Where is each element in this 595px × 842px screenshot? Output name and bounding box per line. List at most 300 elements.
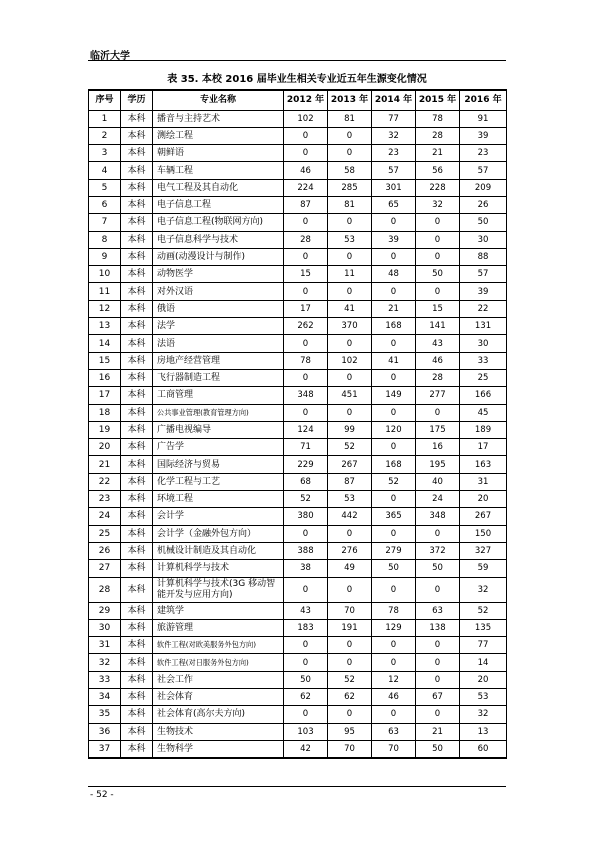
degree-cell: 本科 bbox=[121, 491, 153, 508]
year-count-cell: 0 bbox=[328, 145, 372, 162]
year-count-cell: 52 bbox=[372, 473, 416, 490]
year-count-cell: 78 bbox=[372, 602, 416, 619]
year-count-cell: 38 bbox=[284, 560, 328, 577]
year-count-cell: 91 bbox=[460, 110, 507, 127]
year-count-cell: 0 bbox=[328, 214, 372, 231]
year-count-cell: 52 bbox=[328, 439, 372, 456]
table-row bbox=[89, 266, 507, 283]
year-count-cell: 0 bbox=[284, 369, 328, 386]
year-count-cell: 168 bbox=[372, 318, 416, 335]
year-count-cell: 70 bbox=[328, 602, 372, 619]
degree-cell: 本科 bbox=[121, 214, 153, 231]
year-count-cell: 81 bbox=[328, 196, 372, 213]
major-name-cell: 工商管理 bbox=[153, 387, 284, 404]
year-count-cell: 88 bbox=[460, 248, 507, 265]
table-row bbox=[89, 602, 507, 619]
year-count-cell: 0 bbox=[328, 283, 372, 300]
year-count-cell: 26 bbox=[460, 196, 507, 213]
degree-cell: 本科 bbox=[121, 689, 153, 706]
degree-cell: 本科 bbox=[121, 637, 153, 654]
year-count-cell: 0 bbox=[372, 439, 416, 456]
year-count-cell: 451 bbox=[328, 387, 372, 404]
row-index-cell: 28 bbox=[89, 577, 121, 602]
year-count-cell: 15 bbox=[416, 300, 460, 317]
degree-cell: 本科 bbox=[121, 456, 153, 473]
table-row bbox=[89, 110, 507, 127]
footer-divider bbox=[88, 786, 506, 787]
table-row bbox=[89, 671, 507, 688]
table-row bbox=[89, 740, 507, 758]
year-count-cell: 31 bbox=[460, 473, 507, 490]
year-count-cell: 267 bbox=[328, 456, 372, 473]
row-index-cell: 8 bbox=[89, 231, 121, 248]
row-index-cell: 16 bbox=[89, 369, 121, 386]
major-name-cell: 机械设计制造及其自动化 bbox=[153, 542, 284, 559]
row-index-cell: 9 bbox=[89, 248, 121, 265]
degree-cell: 本科 bbox=[121, 508, 153, 525]
year-count-cell: 0 bbox=[416, 671, 460, 688]
column-header: 专业名称 bbox=[153, 90, 284, 110]
major-name-cell: 国际经济与贸易 bbox=[153, 456, 284, 473]
row-index-cell: 12 bbox=[89, 300, 121, 317]
year-count-cell: 279 bbox=[372, 542, 416, 559]
table-row bbox=[89, 162, 507, 179]
year-count-cell: 150 bbox=[460, 525, 507, 542]
row-index-cell: 13 bbox=[89, 318, 121, 335]
year-count-cell: 30 bbox=[460, 335, 507, 352]
year-count-cell: 149 bbox=[372, 387, 416, 404]
year-count-cell: 57 bbox=[460, 266, 507, 283]
year-count-cell: 49 bbox=[328, 560, 372, 577]
row-index-cell: 17 bbox=[89, 387, 121, 404]
table-body bbox=[89, 110, 507, 758]
year-count-cell: 30 bbox=[460, 231, 507, 248]
year-count-cell: 0 bbox=[328, 577, 372, 602]
year-count-cell: 43 bbox=[416, 335, 460, 352]
year-count-cell: 21 bbox=[416, 145, 460, 162]
year-count-cell: 70 bbox=[328, 740, 372, 758]
row-index-cell: 29 bbox=[89, 602, 121, 619]
row-index-cell: 36 bbox=[89, 723, 121, 740]
year-count-cell: 65 bbox=[372, 196, 416, 213]
degree-cell: 本科 bbox=[121, 179, 153, 196]
year-count-cell: 39 bbox=[460, 283, 507, 300]
major-name-cell: 法语 bbox=[153, 335, 284, 352]
year-count-cell: 24 bbox=[416, 491, 460, 508]
major-name-cell: 广告学 bbox=[153, 439, 284, 456]
year-count-cell: 39 bbox=[460, 127, 507, 144]
year-count-cell: 191 bbox=[328, 619, 372, 636]
major-name-cell: 软件工程(对日服务外包方向) bbox=[153, 654, 284, 671]
year-count-cell: 63 bbox=[416, 602, 460, 619]
year-count-cell: 0 bbox=[416, 231, 460, 248]
year-count-cell: 0 bbox=[416, 706, 460, 723]
header-divider bbox=[88, 60, 506, 61]
degree-cell: 本科 bbox=[121, 266, 153, 283]
year-count-cell: 87 bbox=[284, 196, 328, 213]
year-count-cell: 276 bbox=[328, 542, 372, 559]
year-count-cell: 32 bbox=[416, 196, 460, 213]
year-count-cell: 0 bbox=[416, 637, 460, 654]
year-count-cell: 17 bbox=[460, 439, 507, 456]
year-count-cell: 370 bbox=[328, 318, 372, 335]
year-count-cell: 0 bbox=[416, 654, 460, 671]
year-count-cell: 39 bbox=[372, 231, 416, 248]
row-index-cell: 32 bbox=[89, 654, 121, 671]
year-count-cell: 388 bbox=[284, 542, 328, 559]
year-count-cell: 365 bbox=[372, 508, 416, 525]
year-count-cell: 14 bbox=[460, 654, 507, 671]
table-row bbox=[89, 127, 507, 144]
year-count-cell: 46 bbox=[372, 689, 416, 706]
year-count-cell: 138 bbox=[416, 619, 460, 636]
column-header: 2016 年 bbox=[460, 90, 507, 110]
major-name-cell: 房地产经营管理 bbox=[153, 352, 284, 369]
year-count-cell: 52 bbox=[328, 671, 372, 688]
year-count-cell: 62 bbox=[328, 689, 372, 706]
year-count-cell: 163 bbox=[460, 456, 507, 473]
major-name-cell: 广播电视编导 bbox=[153, 421, 284, 438]
row-index-cell: 6 bbox=[89, 196, 121, 213]
year-count-cell: 0 bbox=[372, 525, 416, 542]
year-count-cell: 124 bbox=[284, 421, 328, 438]
year-count-cell: 28 bbox=[416, 127, 460, 144]
row-index-cell: 24 bbox=[89, 508, 121, 525]
year-count-cell: 78 bbox=[284, 352, 328, 369]
year-count-cell: 135 bbox=[460, 619, 507, 636]
year-count-cell: 78 bbox=[416, 110, 460, 127]
table-row bbox=[89, 300, 507, 317]
degree-cell: 本科 bbox=[121, 248, 153, 265]
year-count-cell: 0 bbox=[372, 369, 416, 386]
year-count-cell: 50 bbox=[460, 214, 507, 231]
table-row bbox=[89, 387, 507, 404]
year-count-cell: 0 bbox=[416, 283, 460, 300]
degree-cell: 本科 bbox=[121, 300, 153, 317]
year-count-cell: 59 bbox=[460, 560, 507, 577]
year-count-cell: 23 bbox=[372, 145, 416, 162]
year-count-cell: 102 bbox=[284, 110, 328, 127]
year-count-cell: 22 bbox=[460, 300, 507, 317]
degree-cell: 本科 bbox=[121, 196, 153, 213]
year-count-cell: 81 bbox=[328, 110, 372, 127]
year-count-cell: 442 bbox=[328, 508, 372, 525]
column-header: 2013 年 bbox=[328, 90, 372, 110]
year-count-cell: 0 bbox=[328, 637, 372, 654]
row-index-cell: 21 bbox=[89, 456, 121, 473]
year-count-cell: 70 bbox=[372, 740, 416, 758]
year-count-cell: 0 bbox=[284, 145, 328, 162]
degree-cell: 本科 bbox=[121, 619, 153, 636]
table-row bbox=[89, 619, 507, 636]
row-index-cell: 1 bbox=[89, 110, 121, 127]
table-row bbox=[89, 508, 507, 525]
year-count-cell: 0 bbox=[372, 404, 416, 421]
year-count-cell: 224 bbox=[284, 179, 328, 196]
year-count-cell: 0 bbox=[284, 248, 328, 265]
year-count-cell: 0 bbox=[372, 637, 416, 654]
year-count-cell: 0 bbox=[284, 335, 328, 352]
year-count-cell: 32 bbox=[460, 577, 507, 602]
degree-cell: 本科 bbox=[121, 706, 153, 723]
year-count-cell: 20 bbox=[460, 491, 507, 508]
year-count-cell: 33 bbox=[460, 352, 507, 369]
row-index-cell: 14 bbox=[89, 335, 121, 352]
year-count-cell: 267 bbox=[460, 508, 507, 525]
year-count-cell: 277 bbox=[416, 387, 460, 404]
column-header: 2014 年 bbox=[372, 90, 416, 110]
year-count-cell: 175 bbox=[416, 421, 460, 438]
row-index-cell: 25 bbox=[89, 525, 121, 542]
table-row bbox=[89, 637, 507, 654]
degree-cell: 本科 bbox=[121, 525, 153, 542]
year-count-cell: 46 bbox=[416, 352, 460, 369]
major-name-cell: 电子信息工程(物联网方向) bbox=[153, 214, 284, 231]
table-row bbox=[89, 335, 507, 352]
year-count-cell: 0 bbox=[372, 706, 416, 723]
year-count-cell: 53 bbox=[328, 231, 372, 248]
row-index-cell: 10 bbox=[89, 266, 121, 283]
year-count-cell: 262 bbox=[284, 318, 328, 335]
major-name-cell: 社会工作 bbox=[153, 671, 284, 688]
year-count-cell: 195 bbox=[416, 456, 460, 473]
table-row bbox=[89, 654, 507, 671]
major-name-cell: 软件工程(对欧美服务外包方向) bbox=[153, 637, 284, 654]
table-row bbox=[89, 689, 507, 706]
major-name-cell: 会计学 bbox=[153, 508, 284, 525]
table-title: 表 35. 本校 2016 届毕业生相关专业近五年生源变化情况 bbox=[167, 74, 427, 85]
table-row bbox=[89, 542, 507, 559]
year-count-cell: 45 bbox=[460, 404, 507, 421]
year-count-cell: 0 bbox=[328, 248, 372, 265]
row-index-cell: 31 bbox=[89, 637, 121, 654]
table-row bbox=[89, 421, 507, 438]
major-name-cell: 公共事业管理(教育管理方向) bbox=[153, 404, 284, 421]
major-name-cell: 会计学（金融外包方向） bbox=[153, 525, 284, 542]
year-count-cell: 348 bbox=[416, 508, 460, 525]
year-count-cell: 58 bbox=[328, 162, 372, 179]
year-count-cell: 0 bbox=[284, 654, 328, 671]
year-count-cell: 50 bbox=[284, 671, 328, 688]
year-count-cell: 0 bbox=[328, 127, 372, 144]
degree-cell: 本科 bbox=[121, 740, 153, 758]
year-count-cell: 62 bbox=[284, 689, 328, 706]
enrollment-table bbox=[88, 89, 507, 759]
degree-cell: 本科 bbox=[121, 542, 153, 559]
degree-cell: 本科 bbox=[121, 577, 153, 602]
table-row bbox=[89, 706, 507, 723]
row-index-cell: 30 bbox=[89, 619, 121, 636]
table-row bbox=[89, 473, 507, 490]
year-count-cell: 129 bbox=[372, 619, 416, 636]
table-row bbox=[89, 248, 507, 265]
major-name-cell: 俄语 bbox=[153, 300, 284, 317]
degree-cell: 本科 bbox=[121, 127, 153, 144]
major-name-cell: 动物医学 bbox=[153, 266, 284, 283]
year-count-cell: 0 bbox=[284, 127, 328, 144]
year-count-cell: 0 bbox=[284, 637, 328, 654]
degree-cell: 本科 bbox=[121, 162, 153, 179]
column-header: 序号 bbox=[89, 90, 121, 110]
year-count-cell: 32 bbox=[460, 706, 507, 723]
year-count-cell: 0 bbox=[372, 248, 416, 265]
table-row bbox=[89, 283, 507, 300]
table-row bbox=[89, 214, 507, 231]
year-count-cell: 380 bbox=[284, 508, 328, 525]
major-name-cell: 车辆工程 bbox=[153, 162, 284, 179]
degree-cell: 本科 bbox=[121, 145, 153, 162]
table-row bbox=[89, 439, 507, 456]
year-count-cell: 16 bbox=[416, 439, 460, 456]
year-count-cell: 0 bbox=[416, 404, 460, 421]
major-name-cell: 电气工程及其自动化 bbox=[153, 179, 284, 196]
degree-cell: 本科 bbox=[121, 283, 153, 300]
degree-cell: 本科 bbox=[121, 369, 153, 386]
year-count-cell: 63 bbox=[372, 723, 416, 740]
table-row bbox=[89, 456, 507, 473]
year-count-cell: 0 bbox=[284, 577, 328, 602]
degree-cell: 本科 bbox=[121, 473, 153, 490]
degree-cell: 本科 bbox=[121, 335, 153, 352]
degree-cell: 本科 bbox=[121, 387, 153, 404]
year-count-cell: 0 bbox=[284, 525, 328, 542]
row-index-cell: 3 bbox=[89, 145, 121, 162]
row-index-cell: 27 bbox=[89, 560, 121, 577]
year-count-cell: 183 bbox=[284, 619, 328, 636]
year-count-cell: 71 bbox=[284, 439, 328, 456]
year-count-cell: 0 bbox=[328, 335, 372, 352]
year-count-cell: 285 bbox=[328, 179, 372, 196]
year-count-cell: 40 bbox=[416, 473, 460, 490]
degree-cell: 本科 bbox=[121, 671, 153, 688]
degree-cell: 本科 bbox=[121, 404, 153, 421]
year-count-cell: 0 bbox=[416, 525, 460, 542]
year-count-cell: 20 bbox=[460, 671, 507, 688]
major-name-cell: 对外汉语 bbox=[153, 283, 284, 300]
row-index-cell: 34 bbox=[89, 689, 121, 706]
major-name-cell: 测绘工程 bbox=[153, 127, 284, 144]
year-count-cell: 327 bbox=[460, 542, 507, 559]
year-count-cell: 102 bbox=[328, 352, 372, 369]
year-count-cell: 23 bbox=[460, 145, 507, 162]
row-index-cell: 7 bbox=[89, 214, 121, 231]
year-count-cell: 229 bbox=[284, 456, 328, 473]
row-index-cell: 4 bbox=[89, 162, 121, 179]
year-count-cell: 120 bbox=[372, 421, 416, 438]
degree-cell: 本科 bbox=[121, 352, 153, 369]
table-row bbox=[89, 525, 507, 542]
major-name-cell: 法学 bbox=[153, 318, 284, 335]
year-count-cell: 0 bbox=[328, 706, 372, 723]
major-name-cell: 建筑学 bbox=[153, 602, 284, 619]
major-name-cell: 旅游管理 bbox=[153, 619, 284, 636]
year-count-cell: 0 bbox=[372, 335, 416, 352]
table-row bbox=[89, 491, 507, 508]
year-count-cell: 228 bbox=[416, 179, 460, 196]
year-count-cell: 50 bbox=[372, 560, 416, 577]
year-count-cell: 41 bbox=[372, 352, 416, 369]
row-index-cell: 23 bbox=[89, 491, 121, 508]
year-count-cell: 50 bbox=[416, 740, 460, 758]
year-count-cell: 15 bbox=[284, 266, 328, 283]
year-count-cell: 48 bbox=[372, 266, 416, 283]
year-count-cell: 21 bbox=[416, 723, 460, 740]
year-count-cell: 87 bbox=[328, 473, 372, 490]
year-count-cell: 28 bbox=[416, 369, 460, 386]
year-count-cell: 189 bbox=[460, 421, 507, 438]
year-count-cell: 168 bbox=[372, 456, 416, 473]
year-count-cell: 0 bbox=[284, 706, 328, 723]
degree-cell: 本科 bbox=[121, 231, 153, 248]
year-count-cell: 52 bbox=[284, 491, 328, 508]
table-row bbox=[89, 318, 507, 335]
table-row bbox=[89, 404, 507, 421]
degree-cell: 本科 bbox=[121, 421, 153, 438]
degree-cell: 本科 bbox=[121, 318, 153, 335]
year-count-cell: 77 bbox=[372, 110, 416, 127]
year-count-cell: 131 bbox=[460, 318, 507, 335]
major-name-cell: 化学工程与工艺 bbox=[153, 473, 284, 490]
row-index-cell: 37 bbox=[89, 740, 121, 758]
row-index-cell: 20 bbox=[89, 439, 121, 456]
column-header: 2015 年 bbox=[416, 90, 460, 110]
year-count-cell: 32 bbox=[372, 127, 416, 144]
degree-cell: 本科 bbox=[121, 602, 153, 619]
year-count-cell: 0 bbox=[372, 577, 416, 602]
major-name-cell: 计算机科学与技术(3G 移动智能开发与应用方向) bbox=[153, 577, 284, 602]
year-count-cell: 46 bbox=[284, 162, 328, 179]
header-institution: 临沂大学 bbox=[90, 51, 130, 62]
major-name-cell: 社会体育 bbox=[153, 689, 284, 706]
year-count-cell: 0 bbox=[372, 654, 416, 671]
year-count-cell: 21 bbox=[372, 300, 416, 317]
year-count-cell: 0 bbox=[372, 214, 416, 231]
row-index-cell: 22 bbox=[89, 473, 121, 490]
major-name-cell: 电子信息工程 bbox=[153, 196, 284, 213]
year-count-cell: 166 bbox=[460, 387, 507, 404]
year-count-cell: 50 bbox=[416, 560, 460, 577]
column-header: 学历 bbox=[121, 90, 153, 110]
year-count-cell: 0 bbox=[284, 283, 328, 300]
year-count-cell: 372 bbox=[416, 542, 460, 559]
major-name-cell: 播音与主持艺术 bbox=[153, 110, 284, 127]
year-count-cell: 95 bbox=[328, 723, 372, 740]
year-count-cell: 13 bbox=[460, 723, 507, 740]
year-count-cell: 12 bbox=[372, 671, 416, 688]
major-name-cell: 生物科学 bbox=[153, 740, 284, 758]
row-index-cell: 33 bbox=[89, 671, 121, 688]
year-count-cell: 0 bbox=[416, 248, 460, 265]
major-name-cell: 计算机科学与技术 bbox=[153, 560, 284, 577]
row-index-cell: 11 bbox=[89, 283, 121, 300]
major-name-cell: 环境工程 bbox=[153, 491, 284, 508]
table-row bbox=[89, 145, 507, 162]
year-count-cell: 67 bbox=[416, 689, 460, 706]
year-count-cell: 52 bbox=[460, 602, 507, 619]
major-name-cell: 动画(动漫设计与制作) bbox=[153, 248, 284, 265]
year-count-cell: 0 bbox=[416, 577, 460, 602]
major-name-cell: 朝鲜语 bbox=[153, 145, 284, 162]
year-count-cell: 43 bbox=[284, 602, 328, 619]
major-name-cell: 社会体育(高尔夫方向) bbox=[153, 706, 284, 723]
year-count-cell: 77 bbox=[460, 637, 507, 654]
row-index-cell: 18 bbox=[89, 404, 121, 421]
row-index-cell: 5 bbox=[89, 179, 121, 196]
year-count-cell: 0 bbox=[372, 491, 416, 508]
table-row bbox=[89, 560, 507, 577]
degree-cell: 本科 bbox=[121, 654, 153, 671]
year-count-cell: 42 bbox=[284, 740, 328, 758]
